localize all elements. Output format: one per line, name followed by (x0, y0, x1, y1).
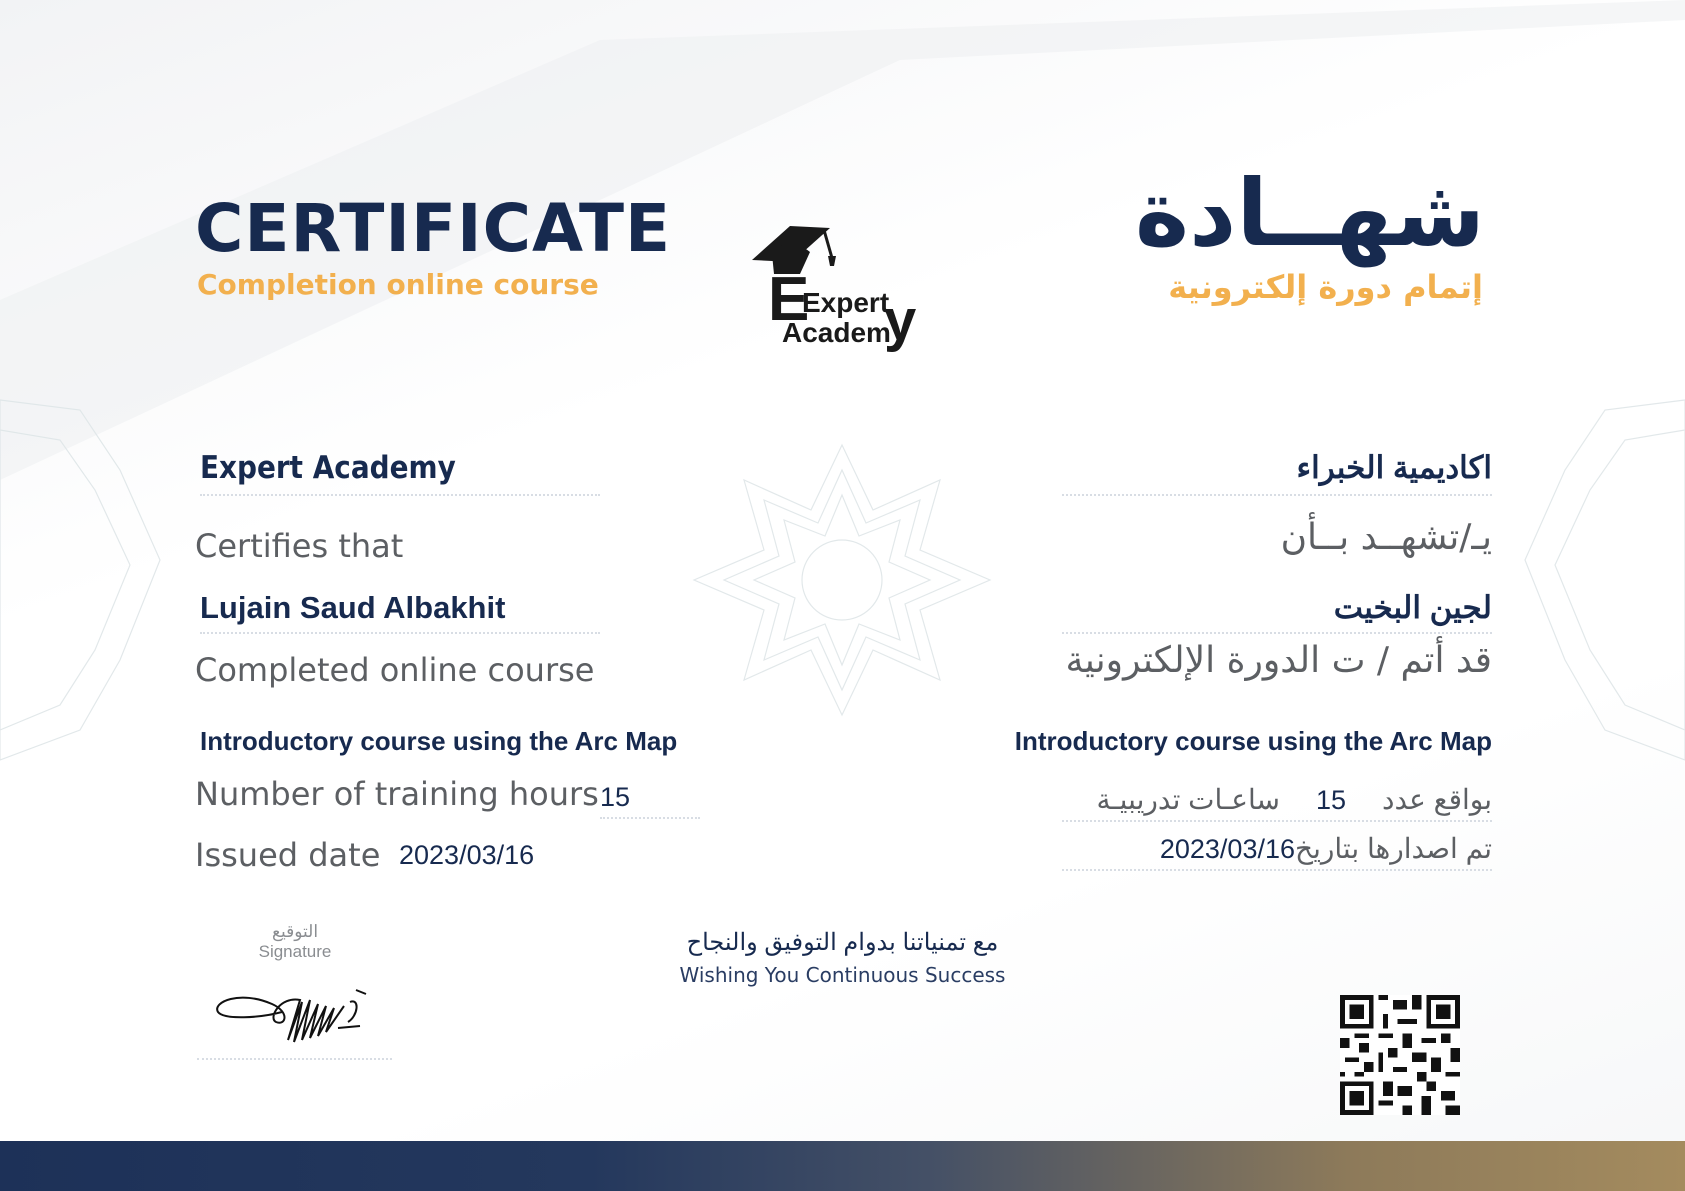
issued-date-en: 2023/03/16 (399, 840, 535, 870)
recipient-name-ar: لجين البخيت (1062, 590, 1492, 634)
certificate-title-en: CERTIFICATE (195, 190, 672, 267)
completed-label-en: Completed online course (195, 651, 595, 689)
hours-row-ar (1062, 783, 1492, 822)
completed-label-ar: قد أتم / ت الدورة الإلكترونية (1065, 640, 1492, 681)
wishes-block (630, 928, 1055, 987)
certificate-subtitle-ar: إتمام دورة إلكترونية (1168, 268, 1483, 306)
logo-word-academ: Academ (782, 317, 891, 348)
certifies-label-en: Certifies that (195, 527, 404, 565)
issued-label-ar: تم اصدارها بتاريخ (1295, 833, 1492, 864)
hours-label-en: Number of training hours (195, 775, 599, 813)
signature-image (210, 982, 385, 1047)
certifies-label-ar: يـ/تشهــد بــأن (1280, 517, 1492, 558)
course-title-en: Introductory course using the Arc Map (200, 726, 678, 756)
course-title-ar: Introductory course using the Arc Map (1014, 726, 1492, 756)
signature-label (200, 922, 390, 961)
hours-value-en: 15 (600, 782, 700, 819)
issued-date-ar: 2023/03/16 (1159, 834, 1295, 864)
issued-label-en: Issued date (195, 836, 381, 874)
wishes-en: Wishing You Continuous Success (679, 963, 1006, 987)
signature-label-en: Signature (258, 941, 332, 961)
organization-name-en: Expert Academy (200, 450, 600, 496)
signature-label-ar: التوقيع (271, 922, 319, 941)
logo-letter-e: E (768, 265, 810, 334)
recipient-name-en: Lujain Saud Albakhit (200, 590, 600, 634)
logo-word-expert: Expert (802, 287, 890, 318)
hours-suffix-ar: ساعـات تدريبيـة (1096, 784, 1280, 815)
organization-name-ar: اكاديمية الخبراء (1062, 450, 1492, 496)
hours-prefix-ar: بواقع عدد (1382, 784, 1492, 815)
issued-row-ar (1062, 832, 1492, 871)
footer-band (0, 1141, 1685, 1191)
academy-logo (752, 222, 932, 357)
certificate-title-ar: شهــادة (1134, 160, 1485, 267)
hours-value-ar: 15 (1315, 785, 1347, 815)
wishes-ar: مع تمنياتنا بدوام التوفيق والنجاح (686, 929, 999, 956)
logo-letter-y: y (884, 288, 917, 353)
signature-line (197, 1058, 392, 1060)
qr-code-icon[interactable] (1340, 995, 1460, 1115)
certificate-subtitle-en: Completion online course (197, 268, 599, 301)
